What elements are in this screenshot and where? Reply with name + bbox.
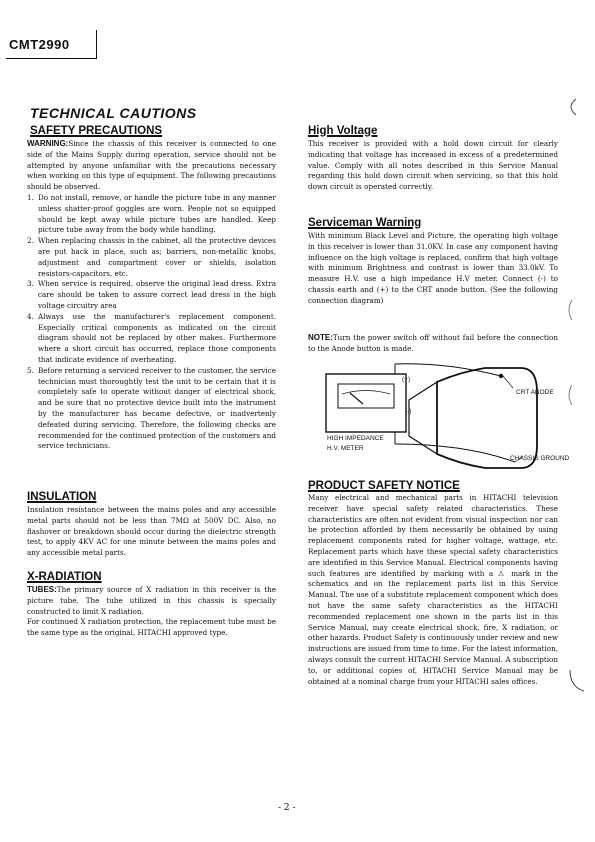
high-voltage-heading: High Voltage	[308, 125, 378, 137]
serviceman-heading: Serviceman Warning	[308, 217, 422, 229]
xradiation-text: The primary source of X radiation in this receiver is the picture tube. The tube utilized in this chassis is specially constructed to limit X radiation.	[27, 585, 276, 616]
list-item-text: When replacing chassis in the cabinet, all the protective devices are put back in place, such as; barriers, non-metallic knobs, adjustment and compartment cover or shields, isolation resistors-capacitors, etc.	[38, 236, 276, 278]
list-item: 4. Always use the manufacturer's replacement component. Especially critical components as indicated on the circuit diagram should not be replaced by other makes. Furthermore where a short circuit has occurred, replace those components that indicate evidence of overheating.	[27, 311, 276, 364]
high-voltage-text: This receiver is provided with a hold down circuit for clearly indicating that voltage has increased in excess of a predetermined value. Comply with all notes described in this Service Manual regarding this hold down circuit when servicing, so that this hold down circuit is operated correctly.	[308, 139, 558, 192]
list-item-text: Before returning a serviced receiver to the customer, the service technician must thoroughtly test the unit to be certain that it is completely safe to operate without danger of electrical shock, and be sure that no protective device built into the instrument by the manufacturer has became defective, or inadvertenly defeated during servicing. Therefore, the following checks are recommended for the continued protection of the customers and service technicians.	[38, 365, 276, 451]
note-label: NOTE:	[308, 333, 333, 342]
serviceman-text: With minimum Black Level and Picture, the operating high voltage in this receiver is lower than 31.0KV. In case any component having influence on the high voltage is replaced, confirm that high voltage with minimum Brightness and contrast is lower than 33.0kV. To measure H.V. use a high impedance H.V meter. Connect (-) to chassis earth and (+) to the CRT anode button. (See the following connection diagram)	[308, 231, 558, 305]
crt-tube	[437, 368, 537, 468]
page-number: - 2 -	[278, 803, 296, 813]
xradiation-heading: X-RADIATION	[27, 571, 102, 583]
note	[308, 333, 558, 355]
minus-label: (-)	[405, 408, 412, 415]
meter-needle	[350, 393, 363, 404]
xradiation-text-2: For continued X radiation protection, the replacement tube must be the same type as the original, HITACHI approved type.	[27, 617, 276, 638]
meter-label-1: HIGH IMPEDANCE	[327, 435, 384, 442]
model-number: CMT2990	[9, 37, 70, 52]
list-item-text: Do not install, remove, or handle the picture tube in any manner unless shatter-proof goggles are worn. People not so equipped should be kept away while picture tubes are handled. Keep picture tube away from the body while handling.	[38, 192, 276, 235]
list-item: 3. When service is required, observe the original lead dress. Extra care should be taken to assure correct lead dress in the high voltage circuitry area	[27, 279, 276, 310]
warning-label: WARNING:	[27, 139, 69, 148]
page-title: TECHNICAL CAUTIONS	[30, 105, 197, 121]
warning-paragraph	[27, 139, 276, 193]
insulation-heading: INSULATION	[27, 491, 97, 503]
list-item-text: When service is required, observe the original lead dress. Extra care should be taken to assure correct lead dress in the high voltage circuitry area	[38, 279, 276, 310]
chassis-ground-label: CHASSIS GROUND	[510, 455, 570, 462]
safety-section	[27, 139, 276, 452]
anode-button	[499, 374, 503, 378]
list-item-text: Always use the manufacturer's replacement component. Especially critical components as indicated on the circuit diagram should not be replaced by other makes. Furthermore where a short circuit has occurred, replace those components that indicate evidence of overheating.	[38, 311, 276, 364]
safety-heading: SAFETY PRECAUTIONS	[30, 125, 163, 137]
plus-lead	[395, 364, 501, 376]
tubes-label: TUBES:	[27, 585, 57, 594]
list-item: 5. Before returning a serviced receiver to the customer, the service technician must thoroughtly test the unit to be certain that it is completely safe to operate without danger of electrical shock, and be sure that no protective device built into the instrument by the manufacturer has became defective, or inadvertenly defeated during servicing. Therefore, the following checks are recommended for the continued protection of the customers and service technicians.	[27, 365, 276, 451]
meter-dial	[338, 384, 394, 408]
binding-marks	[562, 95, 592, 695]
insulation-text: Insulation resistance between the mains poles and any accessible metal parts should not be less than 7MΩ at 500V DC. Also, no flashover or breakdown should occur during the dielectric strength test, to apply 4KV AC for one minute between the mains poles and any accessible metal parts.	[27, 505, 276, 558]
plus-label: (+)	[402, 376, 411, 383]
product-safety-text: Many electrical and mechanical parts in HITACHI television receiver have special safety related characteristics. These characteristics are often not evident from visual inspection nor can be protection afforded by them necessarily be obtained by using replacement components rated for higher voltage, wattage, etc. Replacement parts which have these special safety characteristics are identified in this Service Manual. Electrical components having such features are identified by marking with a ⚠ mark in the schematics and on the replacement parts list in this Service Manual. The use of a substitute replacement component which does not have the same safety characteristics as the HITACHI recommended replacement one shown in the parts list in this Service Manual, may create electrical shock, fire, X radiation, or other hazards. Product Safety is continuously under review and new instructions are issued from time to time. For the latest information, always consult the current HITACHI Service Manual. A subscription to, or additional copies of, HITACHI Service Manual may be obtained at a nominal charge from your HITACHI sales offices.	[308, 493, 558, 686]
crt-anode-label: CRT ANODE	[516, 389, 554, 396]
note-text: Turn the power switch off without fail before the connection to the Anode button is made.	[308, 333, 558, 353]
list-item: 2. When replacing chassis in the cabinet, all the protective devices are put back in place, such as; barriers, non-metallic knobs, adjustment and compartment cover or shields, isolation resistors-capacitors, etc.	[27, 236, 276, 278]
meter-label-2: H.V. METER	[327, 445, 364, 452]
xradiation-section	[27, 585, 276, 639]
warning-text: Since the chassis of this receiver is connected to one side of the Mains Supply during operation, service should not be attempted by anyone unfamiliar with the precautions necessary when working on this type of equipment. The following precautions should be observed.	[27, 139, 276, 192]
list-item: 1. Do not install, remove, or handle the picture tube in any manner unless shatter-proof goggles are worn. People not so equipped should be kept away while picture tubes are handled. Keep picture tube away from the body while handling.	[27, 192, 276, 235]
minus-lead	[395, 444, 515, 462]
product-safety-heading: PRODUCT SAFETY NOTICE	[308, 480, 460, 492]
